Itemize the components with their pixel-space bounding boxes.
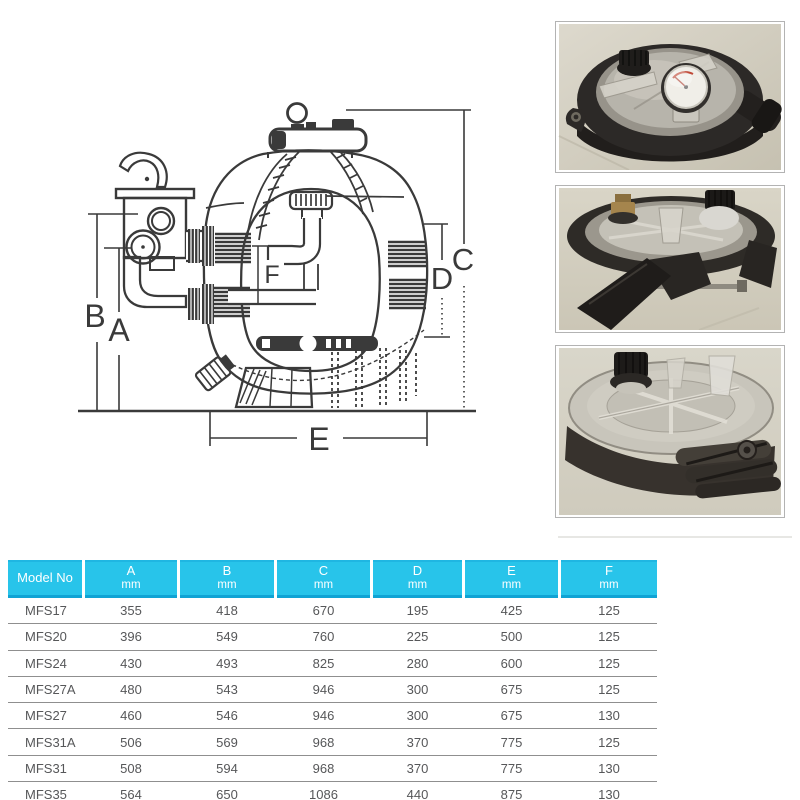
dimension-spec-table xyxy=(8,560,657,800)
cell-a: 506 xyxy=(120,734,142,750)
photo-clamp-wedge-lock xyxy=(555,185,785,333)
photo-clamp-hinge xyxy=(555,345,785,518)
photo-clamp-hinge-image xyxy=(558,348,782,515)
dim-label-f: F xyxy=(264,261,280,289)
lateral-assembly xyxy=(256,335,378,352)
cell-b: 546 xyxy=(216,708,238,724)
header-c: C mm xyxy=(277,560,370,598)
cell-f: 130 xyxy=(598,787,620,800)
dimension-a xyxy=(104,248,132,411)
photo-clamp-wedge-lock-image xyxy=(558,188,782,330)
dimension-e xyxy=(210,411,427,457)
cell-a: 480 xyxy=(120,682,142,698)
air-release-knob xyxy=(699,190,739,230)
header-a: A mm xyxy=(85,560,177,598)
table-row-mfs27 xyxy=(8,703,657,729)
dim-label-c: C xyxy=(451,242,475,277)
cell-c: 968 xyxy=(312,760,335,776)
dim-label-e: E xyxy=(308,421,330,457)
cell-d: 280 xyxy=(406,655,429,671)
cell-b: 549 xyxy=(216,629,238,645)
cell-d: 195 xyxy=(406,603,429,619)
drain-fitting xyxy=(195,352,237,391)
cell-a: 396 xyxy=(120,629,142,645)
cell-a: 564 xyxy=(120,787,142,800)
cell-f: 130 xyxy=(598,708,620,724)
header-f: F mm xyxy=(561,560,657,598)
table-row-mfs31a xyxy=(8,729,657,755)
cell-d: 300 xyxy=(406,682,429,698)
cell-model: MFS27A xyxy=(25,682,76,698)
dim-label-a: A xyxy=(108,312,130,348)
cell-f: 130 xyxy=(598,760,620,776)
cell-a: 508 xyxy=(120,760,142,776)
cell-f: 125 xyxy=(598,603,620,619)
cell-c: 946 xyxy=(312,682,335,698)
photo-lid-top-with-gauge xyxy=(555,21,785,173)
cell-d: 440 xyxy=(406,787,429,800)
cell-d: 300 xyxy=(406,708,429,724)
cell-c: 968 xyxy=(312,734,335,750)
cell-c: 825 xyxy=(312,655,335,671)
divider-line xyxy=(558,536,792,538)
header-d: D mm xyxy=(373,560,462,598)
photo-lid-top-with-gauge-image xyxy=(558,24,782,170)
cell-a: 355 xyxy=(120,603,142,619)
air-release-knob xyxy=(610,352,652,394)
dim-label-d: D xyxy=(430,261,454,296)
cell-e: 675 xyxy=(500,682,523,698)
header-model-no: Model No xyxy=(8,560,82,598)
cell-model: MFS31 xyxy=(25,760,67,776)
cell-b: 418 xyxy=(216,603,238,619)
cell-e: 500 xyxy=(500,629,523,645)
cell-e: 600 xyxy=(500,655,523,671)
cell-model: MFS20 xyxy=(25,629,67,645)
cell-e: 425 xyxy=(500,603,523,619)
table-row-mfs35 xyxy=(8,782,657,800)
cell-d: 370 xyxy=(406,760,429,776)
cell-model: MFS27 xyxy=(25,708,67,724)
cell-b: 543 xyxy=(216,682,238,698)
cell-b: 650 xyxy=(216,787,238,800)
cell-e: 875 xyxy=(500,787,523,800)
dimension-d xyxy=(424,224,453,337)
cell-model: MFS35 xyxy=(25,787,67,800)
cell-e: 675 xyxy=(500,708,523,724)
cell-a: 460 xyxy=(120,708,142,724)
cell-b: 493 xyxy=(216,655,238,671)
cell-d: 225 xyxy=(406,629,429,645)
header-e: E mm xyxy=(465,560,558,598)
cell-a: 430 xyxy=(120,655,142,671)
cell-c: 760 xyxy=(312,629,335,645)
cell-model: MFS31A xyxy=(25,734,76,750)
table-header-row xyxy=(8,560,657,598)
table-row-mfs24 xyxy=(8,651,657,677)
cell-model: MFS24 xyxy=(25,655,67,671)
cell-c: 1086 xyxy=(309,787,338,800)
cell-b: 594 xyxy=(216,760,238,776)
cell-c: 946 xyxy=(312,708,335,724)
header-b: B mm xyxy=(180,560,274,598)
cell-c: 670 xyxy=(312,603,335,619)
table-row-mfs20 xyxy=(8,624,657,650)
dim-label-b: B xyxy=(84,298,106,334)
cell-e: 775 xyxy=(500,734,523,750)
cell-d: 370 xyxy=(406,734,429,750)
cell-f: 125 xyxy=(598,655,620,671)
table-row-mfs17 xyxy=(8,598,657,624)
cell-b: 569 xyxy=(216,734,238,750)
cell-f: 125 xyxy=(598,682,620,698)
cell-e: 775 xyxy=(500,760,523,776)
cell-f: 125 xyxy=(598,629,620,645)
multiport-valve xyxy=(116,153,214,324)
cell-model: MFS17 xyxy=(25,603,67,619)
table-row-mfs27a xyxy=(8,677,657,703)
cell-f: 125 xyxy=(598,734,620,750)
filter-dimension-diagram xyxy=(55,85,495,460)
air-release-knob xyxy=(617,50,651,76)
table-row-mfs31 xyxy=(8,756,657,782)
